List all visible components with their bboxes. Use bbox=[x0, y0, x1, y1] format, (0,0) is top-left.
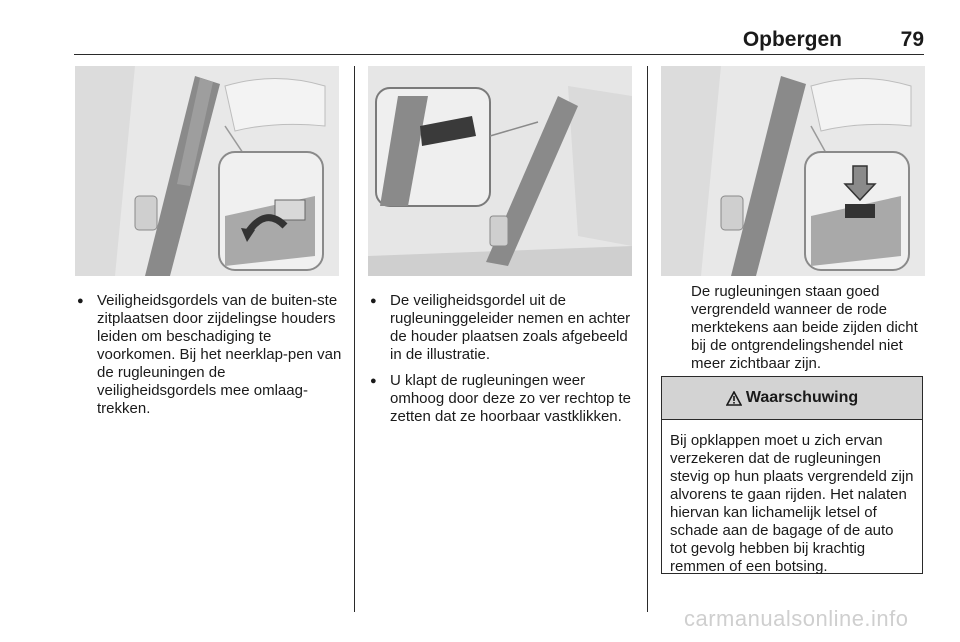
list-item: ● U klapt de rugleuningen weer omhoog door deze zo ver rechtop te zetten dat ze hoorbaar vastklikken. bbox=[368, 372, 638, 426]
red-markers-paragraph: De rugleuningen staan goed vergrendeld wanneer de rode merktekens aan beide zijden dicht bij de ontgrendelingshendel niet meer zichtbaar zijn. bbox=[691, 283, 918, 372]
column-divider bbox=[354, 66, 355, 612]
warning-triangle-icon bbox=[726, 391, 742, 406]
list-item: ● Veiligheidsgordels van de buiten-ste zitplaatsen door zijdelingse houders leiden om beschadiging te voorkomen. Bij het neerklap-pen van de rugleuningen de veiligheidsgordels mee omlaag-trekken. bbox=[75, 292, 343, 418]
column-divider bbox=[647, 66, 648, 612]
column1-bullet-list bbox=[75, 292, 343, 426]
column2-bullet-list bbox=[368, 292, 638, 434]
warning-text: Bij opklappen moet u zich ervan verzekeren dat de rugleuningen stevig op hun plaats vergrendeld zijn alvorens te gaan rijden. Het nalaten hiervan kan lichamelijk letsel of schade aan de bagage of de auto tot gevolg hebben bij krachtig remmen of een botsing. bbox=[670, 432, 914, 575]
page-title: Opbergen bbox=[742, 28, 842, 51]
page-header bbox=[74, 24, 924, 55]
illustration-seatbelt-side-holder bbox=[75, 66, 339, 276]
page-number: 79 bbox=[900, 28, 924, 51]
warning-header bbox=[662, 377, 922, 420]
watermark: carmanualsonline.info bbox=[684, 606, 909, 631]
illustration-red-markers bbox=[661, 66, 925, 276]
list-item: ● De veiligheidsgordel uit de rugleuninggeleider nemen en achter de houder plaatsen zoals afgebeeld in de illustratie. bbox=[368, 292, 638, 364]
warning-box bbox=[661, 376, 923, 574]
warning-title: Waarschuwing bbox=[745, 389, 859, 406]
illustration-seatbelt-guide bbox=[368, 66, 632, 276]
